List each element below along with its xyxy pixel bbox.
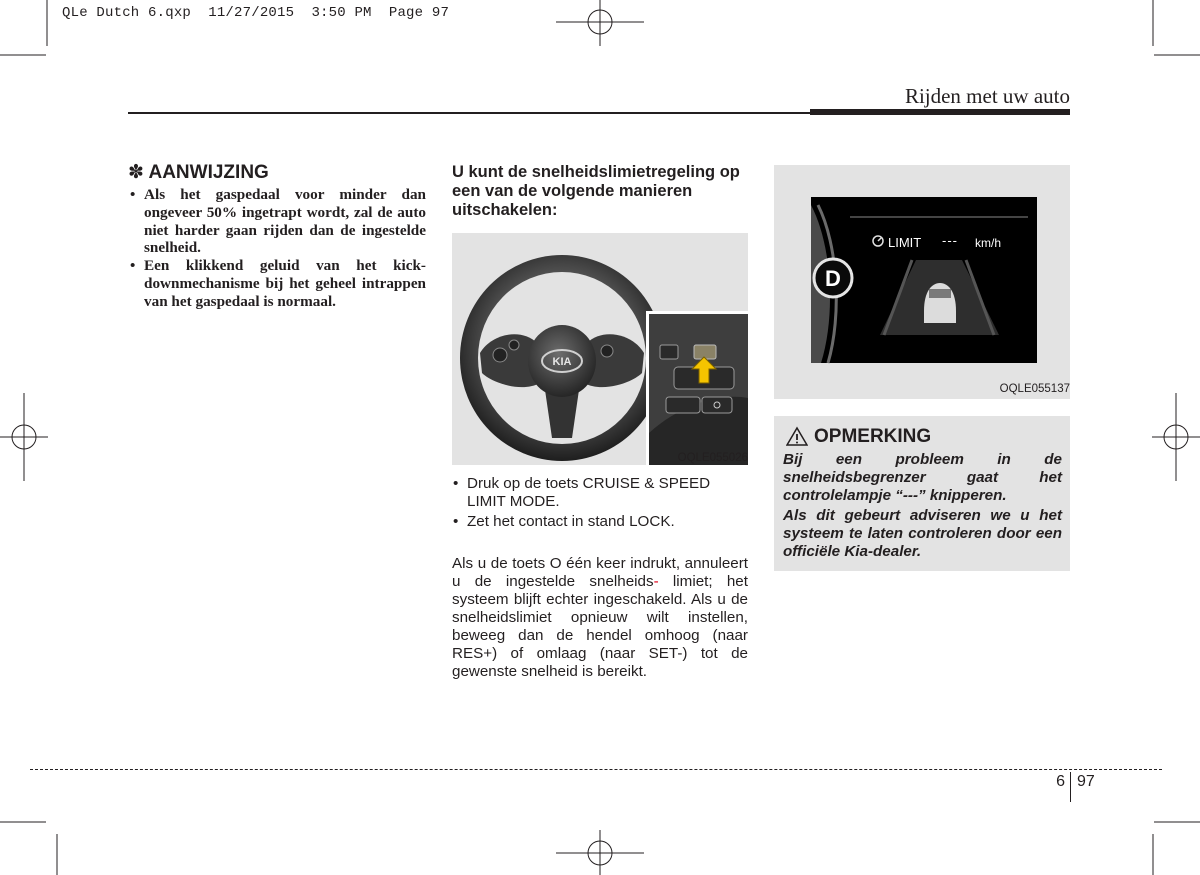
header-rule-thick bbox=[810, 109, 1070, 115]
body-text: Als u de toets O één keer indrukt, annuleert u de ingestelde snelheids bbox=[452, 555, 748, 590]
warning-triangle-icon bbox=[786, 426, 808, 446]
steering-wheel-figure bbox=[452, 233, 748, 465]
instruction-item: • Zet het contact in stand LOCK. bbox=[452, 513, 752, 531]
section-heading: U kunt de snelheidslimietregeling op een van de volgende manieren uitschakelen: bbox=[452, 163, 740, 219]
caution-paragraph: Als dit gebeurt adviseren we u het systeem te laten controleren door een officiële Kia-dealer. bbox=[783, 507, 1062, 560]
left-switch-button bbox=[493, 348, 507, 362]
figure-code: OQLE055026 bbox=[677, 452, 748, 464]
print-slug: QLe Dutch 6.qxp 11/27/2015 3:50 PM Page 97 bbox=[62, 5, 450, 21]
figure-code: OQLE055137 bbox=[999, 383, 1070, 395]
note-list bbox=[128, 186, 426, 311]
inset-button bbox=[666, 397, 700, 413]
cruise-speed-limit-button bbox=[694, 345, 716, 359]
instruction-list bbox=[452, 475, 752, 533]
limit-value: --- bbox=[942, 233, 958, 248]
footer-separator bbox=[1070, 772, 1071, 802]
note-title: ✽ AANWIJZING bbox=[128, 162, 269, 183]
inset-button bbox=[702, 397, 732, 413]
body-paragraph bbox=[452, 555, 748, 681]
limit-label: LIMIT bbox=[888, 235, 922, 250]
header-rule bbox=[128, 112, 810, 114]
note-item: • Als het gaspedaal voor minder dan ongeveer 50% ingetrapt wordt, zal de auto niet harder gaan rijden dan de ingestelde snelheid. bbox=[128, 186, 426, 257]
note-item: • Een klikkend geluid van het kick-downmechanisme bij het geheel intrappen van het gaspedaal is normaal. bbox=[128, 257, 426, 310]
speed-unit: km/h bbox=[975, 236, 1002, 250]
steering-wheel-illustration bbox=[452, 233, 748, 465]
right-switch-button bbox=[601, 345, 613, 357]
caution-title: OPMERKING bbox=[814, 426, 932, 447]
instruction-item: • Druk op de toets CRUISE & SPEED LIMIT MODE. bbox=[452, 475, 752, 511]
cluster-display-figure bbox=[774, 165, 1070, 399]
body-text: limiet; het systeem blijft echter ingeschakeld. Als u de snelheidslimiet opnieuw wilt instellen, beweeg dan de hendel omhoog (naar RES+) of omlaag (naar SET-) tot de gewenste snelheid is bereikt. bbox=[452, 573, 748, 680]
page-number: 97 bbox=[1077, 773, 1095, 790]
chapter-number: 6 bbox=[1056, 773, 1065, 790]
page-header-title: Rijden met uw auto bbox=[904, 84, 1070, 108]
gear-indicator: D bbox=[825, 266, 841, 291]
footer-rule bbox=[30, 769, 1162, 770]
left-switch-button bbox=[509, 340, 519, 350]
caution-paragraph: Bij een probleem in de snelheidsbegrenzer gaat het controlelampje “---” knipperen. bbox=[783, 451, 1062, 504]
hyphen-mark: - bbox=[653, 573, 659, 590]
cluster-display-illustration bbox=[774, 165, 1070, 399]
inset-button bbox=[660, 345, 678, 359]
kia-logo: KIA bbox=[552, 356, 572, 368]
